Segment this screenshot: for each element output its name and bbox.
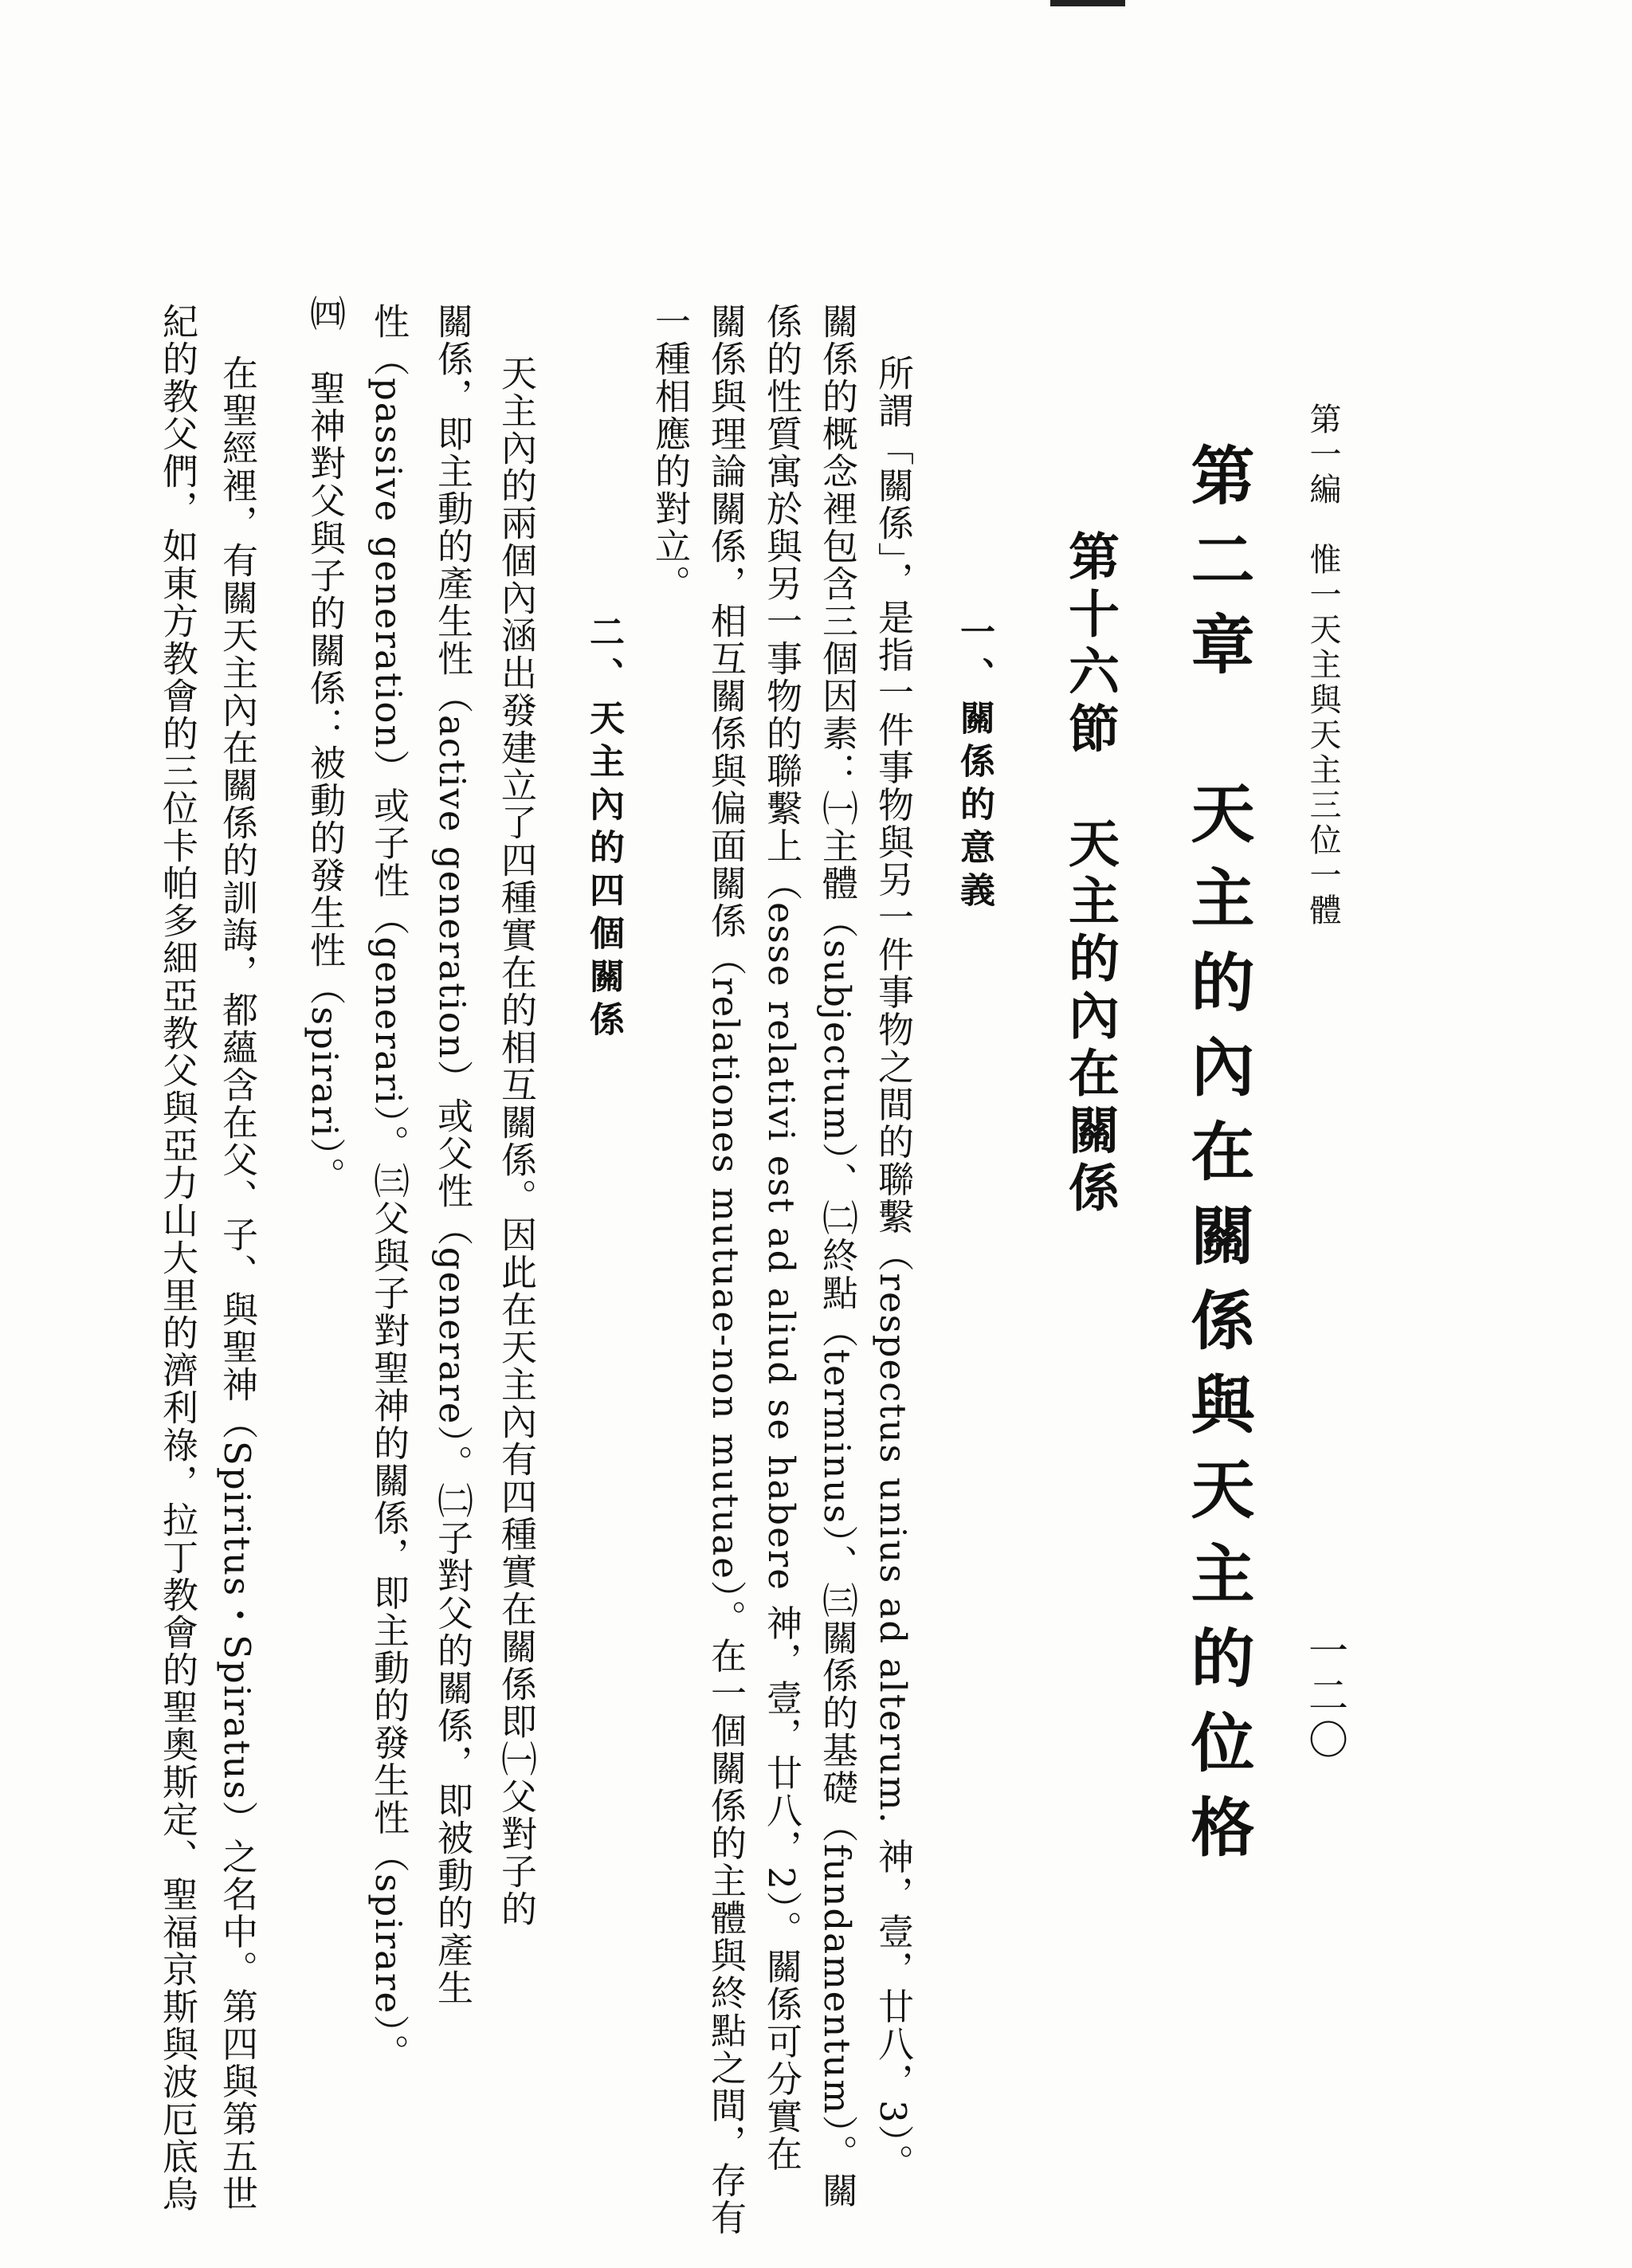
section-title: 第十六節 天主的內在關係	[1060, 530, 1120, 1218]
page-number: 一二〇	[1302, 1630, 1348, 1764]
body-line: 一種相應的對立。	[649, 303, 691, 602]
scan-edge-mark	[1050, 0, 1125, 6]
body-line: 關係與理論關係，相互關係與偏面關係（relationes mutuae-non mutuae）。在一個關係的主體與終點之間，存有	[704, 303, 747, 2237]
body-line: ㈣ 聖神對父與子的關係：被動的發生性（spirari）。	[304, 295, 346, 1195]
body-line: 係的性質寓於與另一事物的聯繫上（esse relativi est ad aliud se habere 神，壹，廿八，2）。關係可分實在	[760, 303, 802, 2173]
body-line: 性（passive generation）或子性（generari）。㈢父與子對聖神的關係，即主動的發生性（spirare）。	[367, 303, 410, 2072]
body-line: 在聖經裡，有關天主內在關係的訓誨，都蘊含在父、子、與聖神（Spiritus・Spiratus）之名中。第四與第五世	[216, 355, 258, 2213]
body-line: 天主內的兩個內涵出發建立了四種實在的相互關係。因此在天主內有四種實在關係即㈠父對子的	[495, 355, 537, 1928]
running-header: 第一編 惟一天主與天主三位一體	[1304, 402, 1341, 928]
body-line: 關係的概念裡包含三個因素：㈠主體（subjectum）、㈡終點（terminus）、㈢關係的基礎（fundamentum）。關	[816, 303, 858, 2210]
body-line: 關係，即主動的產生性（active generation）或父性（generare）。㈡子對父的關係，即被動的產生	[431, 303, 473, 2007]
chapter-title: 第二章 天主的內在關係與天主的位格	[1180, 442, 1255, 1878]
body-line: 所謂「關係」，是指一件事物與另一件事物之間的聯繫（respectus unius ad alterum. 神，壹，廿八，3）。	[872, 355, 914, 2182]
subsection-heading-1: 一、關係的意義	[954, 614, 994, 915]
body-line: 紀的教父們，如東方教會的三位卡帕多細亞教父與亞力山大里的濟利祿，拉丁教會的聖奧斯定、聖福京斯與波厄底烏	[156, 303, 198, 2213]
subsection-heading-2: 二、天主內的四個關係	[583, 614, 624, 1044]
